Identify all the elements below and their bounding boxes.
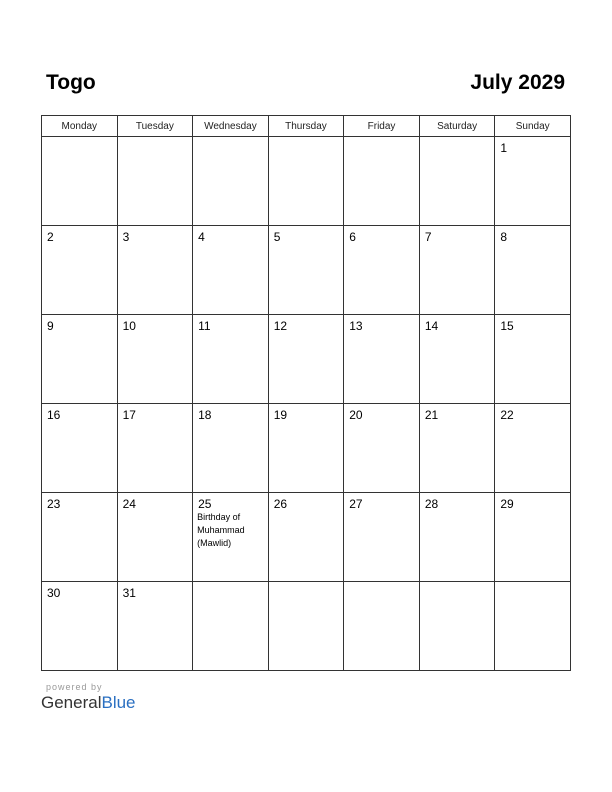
- day-number: 30: [47, 586, 61, 600]
- day-cell: [344, 582, 420, 671]
- weekday-header: Sunday: [495, 116, 571, 137]
- day-number: 3: [122, 230, 130, 244]
- day-number: 24: [122, 497, 136, 511]
- day-number: [495, 582, 570, 586]
- day-cell: [42, 226, 118, 315]
- weekday-header: Saturday: [419, 116, 495, 137]
- powered-by-label: powered by: [46, 682, 103, 692]
- weekday-header-row: [42, 116, 571, 137]
- day-number: 15: [500, 319, 514, 333]
- day-number: [420, 582, 495, 586]
- day-number: 18: [198, 408, 212, 422]
- day-number: 1: [500, 141, 508, 155]
- day-cell: [117, 137, 193, 226]
- day-number: 20: [349, 408, 363, 422]
- day-cell: [42, 493, 118, 582]
- logo-general-text: General: [41, 693, 102, 712]
- day-cell: [344, 493, 420, 582]
- week-row: [42, 315, 571, 404]
- day-number: [344, 137, 419, 141]
- week-row: [42, 137, 571, 226]
- day-number: 25: [198, 497, 212, 511]
- day-cell: [495, 582, 571, 671]
- day-number: 16: [47, 408, 61, 422]
- day-cell: [42, 137, 118, 226]
- day-cell: [117, 582, 193, 671]
- day-cell: [117, 493, 193, 582]
- day-number: 28: [424, 497, 439, 511]
- day-cell: [495, 137, 571, 226]
- day-cell: [42, 315, 118, 404]
- day-cell: [193, 315, 269, 404]
- country-title: Togo: [46, 71, 96, 94]
- day-cell: [193, 226, 269, 315]
- day-cell: [344, 137, 420, 226]
- day-number: 11: [198, 319, 211, 333]
- day-cell: [344, 315, 420, 404]
- day-number: 29: [500, 497, 514, 511]
- day-number: [269, 137, 344, 141]
- day-cell: [495, 493, 571, 582]
- day-number: 4: [198, 230, 205, 244]
- day-number: 8: [500, 230, 508, 244]
- day-number: [344, 582, 419, 586]
- day-cell: [117, 315, 193, 404]
- day-number: [118, 137, 193, 141]
- day-cell: [42, 582, 118, 671]
- day-number: 9: [47, 319, 54, 333]
- day-cell: [117, 404, 193, 493]
- day-cell: [419, 582, 495, 671]
- calendar-grid: [41, 115, 571, 671]
- day-number: [420, 137, 495, 141]
- day-cell: [268, 315, 344, 404]
- day-number: 22: [500, 408, 514, 422]
- day-cell: [419, 404, 495, 493]
- day-number: [269, 582, 344, 586]
- weekday-header: Wednesday: [193, 116, 269, 137]
- day-number: 5: [273, 230, 281, 244]
- day-cell: [268, 582, 344, 671]
- week-row: [42, 404, 571, 493]
- day-cell: [117, 226, 193, 315]
- week-row: [42, 226, 571, 315]
- day-number: 2: [47, 230, 54, 244]
- day-cell: [268, 226, 344, 315]
- day-number: 27: [349, 497, 363, 511]
- logo-blue-text: Blue: [101, 693, 136, 712]
- day-number: 21: [424, 408, 439, 422]
- holiday-label: Birthday of Muhammad (Mawlid): [197, 512, 245, 548]
- day-number: 7: [424, 230, 432, 244]
- day-number: 31: [122, 586, 136, 600]
- day-cell: [193, 404, 269, 493]
- day-number: 14: [424, 319, 439, 333]
- day-cell: [419, 226, 495, 315]
- day-cell: [344, 226, 420, 315]
- day-cell: [495, 404, 571, 493]
- day-number: [193, 582, 268, 586]
- week-row: [42, 493, 571, 582]
- day-number: 26: [273, 497, 288, 511]
- day-cell: [419, 493, 495, 582]
- day-cell: [268, 404, 344, 493]
- day-number: 23: [47, 497, 61, 511]
- day-number: 12: [273, 319, 288, 333]
- day-cell: [193, 137, 269, 226]
- week-row: [42, 582, 571, 671]
- weekday-header: Monday: [42, 116, 118, 137]
- day-cell: [419, 137, 495, 226]
- day-number: [42, 137, 117, 141]
- day-cell: [268, 137, 344, 226]
- day-cell: [268, 493, 344, 582]
- day-number: 6: [349, 230, 356, 244]
- month-title: July 2029: [470, 71, 565, 94]
- day-number: 17: [122, 408, 136, 422]
- day-number: 13: [349, 319, 363, 333]
- day-number: 19: [273, 408, 288, 422]
- generalblue-logo[interactable]: [41, 693, 136, 713]
- day-cell: [193, 493, 269, 582]
- day-number: 10: [122, 319, 136, 333]
- weekday-header: Thursday: [268, 116, 344, 137]
- day-cell: [193, 582, 269, 671]
- day-cell: [495, 315, 571, 404]
- day-cell: [419, 315, 495, 404]
- weekday-header: Friday: [344, 116, 420, 137]
- day-cell: [42, 404, 118, 493]
- day-number: [193, 137, 268, 141]
- weekday-header: Tuesday: [117, 116, 193, 137]
- day-cell: [495, 226, 571, 315]
- day-cell: [344, 404, 420, 493]
